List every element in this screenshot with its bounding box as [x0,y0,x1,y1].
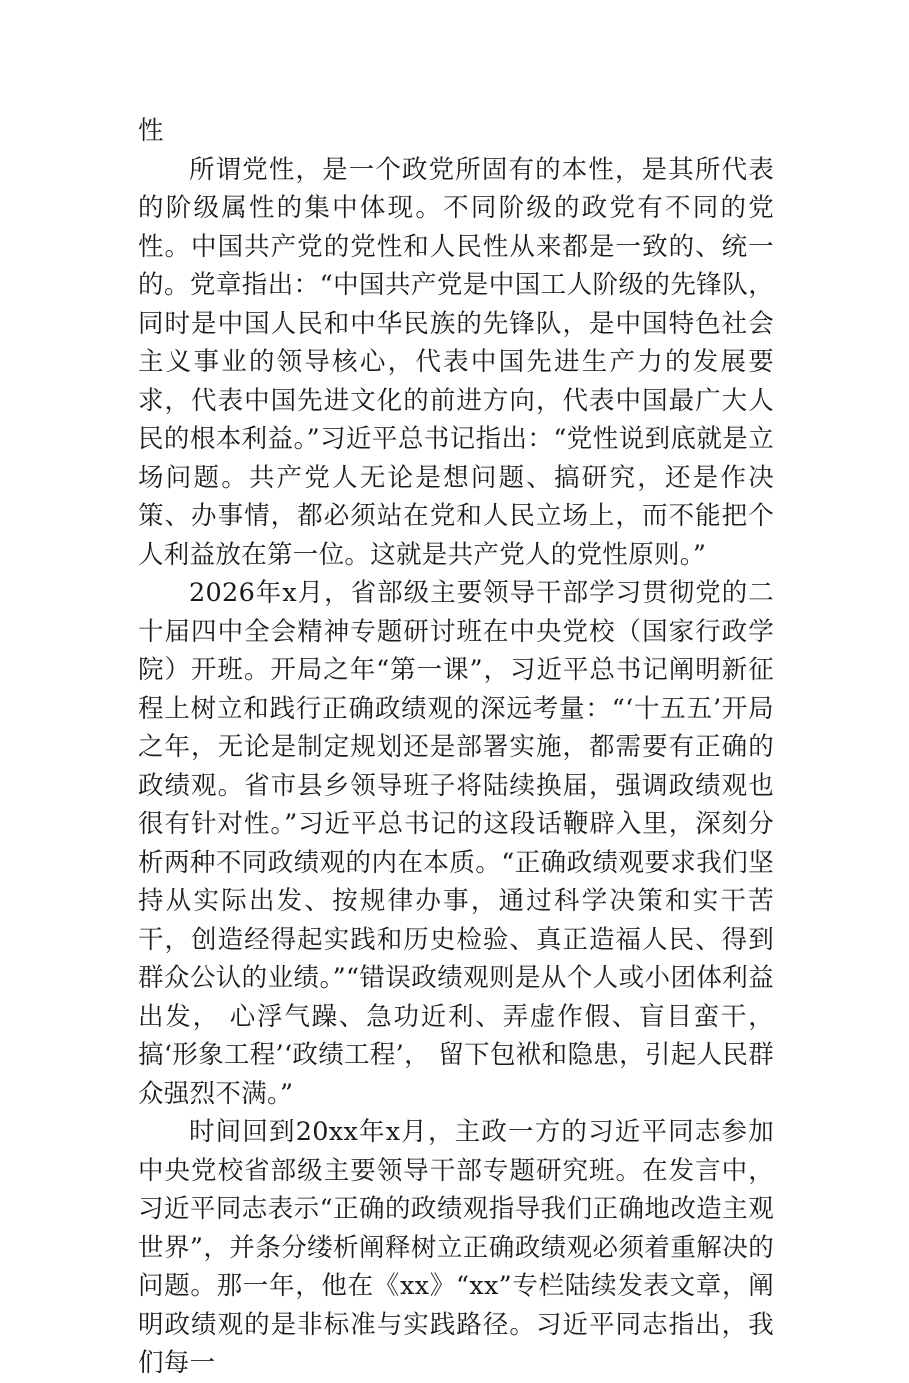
paragraph-party-nature: 所谓党性，是一个政党所固有的本性，是其所代表的阶级属性的集中体现。不同阶级的政党有不同的党性。中国共产党的党性和人民性从来都是一致的、统一的。党章指出：“中国共产党是中国工人阶级的先锋队，同时是中国人民和中华民族的先锋队，是中国特色社会主义事业的领导核心，代表中国先进生产力的发展要求，代表中国先进文化的前进方向，代表中国最广大人民的根本利益。”习近平总书记指出：“党性说到底就是立场问题。共产党人无论是想问题、搞研究，还是作决策、办事情，都必须站在党和人民立场上，而不能把个人利益放在第一位。这就是共产党人的党性原则。” [138,154,774,570]
paragraph-2026-session: 2026年x月，省部级主要领导干部学习贯彻党的二十届四中全会精神专题研讨班在中央党校（国家行政学院）开班。开局之年“第一课”，习近平总书记阐明新征程上树立和践行正确政绩观的深远考量：“‘十五五’开局之年，无论是制定规划还是部署实施，都需要有正确的政绩观。省市县乡领导班子将陆续换届，强调政绩观也很有针对性。”习近平总书记的这段话鞭辟入里，深刻分析两种不同政绩观的内在本质。“正确政绩观要求我们坚持从实际出发、按规律办事，通过科学决策和实干苦干，创造经得起实践和历史检验、真正造福人民、得到群众公认的业绩。”“错误政绩观则是从个人或小团体利益出发， 心浮气躁、急功近利、弄虚作假、盲目蛮干，搞‘形象工程’‘政绩工程’， 留下包袱和隐患，引起人民群众强烈不满。” [138,578,774,1109]
paragraph-20xx-study: 时间回到20xx年x月，主政一方的习近平同志参加中央党校省部级主要领导干部专题研究班。在发言中，习近平同志表示“正确的政绩观指导我们正确地改造主观世界”，并条分缕析阐释树立正确政绩观必须着重解决的问题。那一年，他在《xx》“xx”专栏陆续发表文章，阐明政绩观的是非标准与实践路径。习近平同志指出，我们每一 [138,1117,774,1378]
document-body [138,112,774,1383]
heading-fragment: 性 [138,116,164,146]
